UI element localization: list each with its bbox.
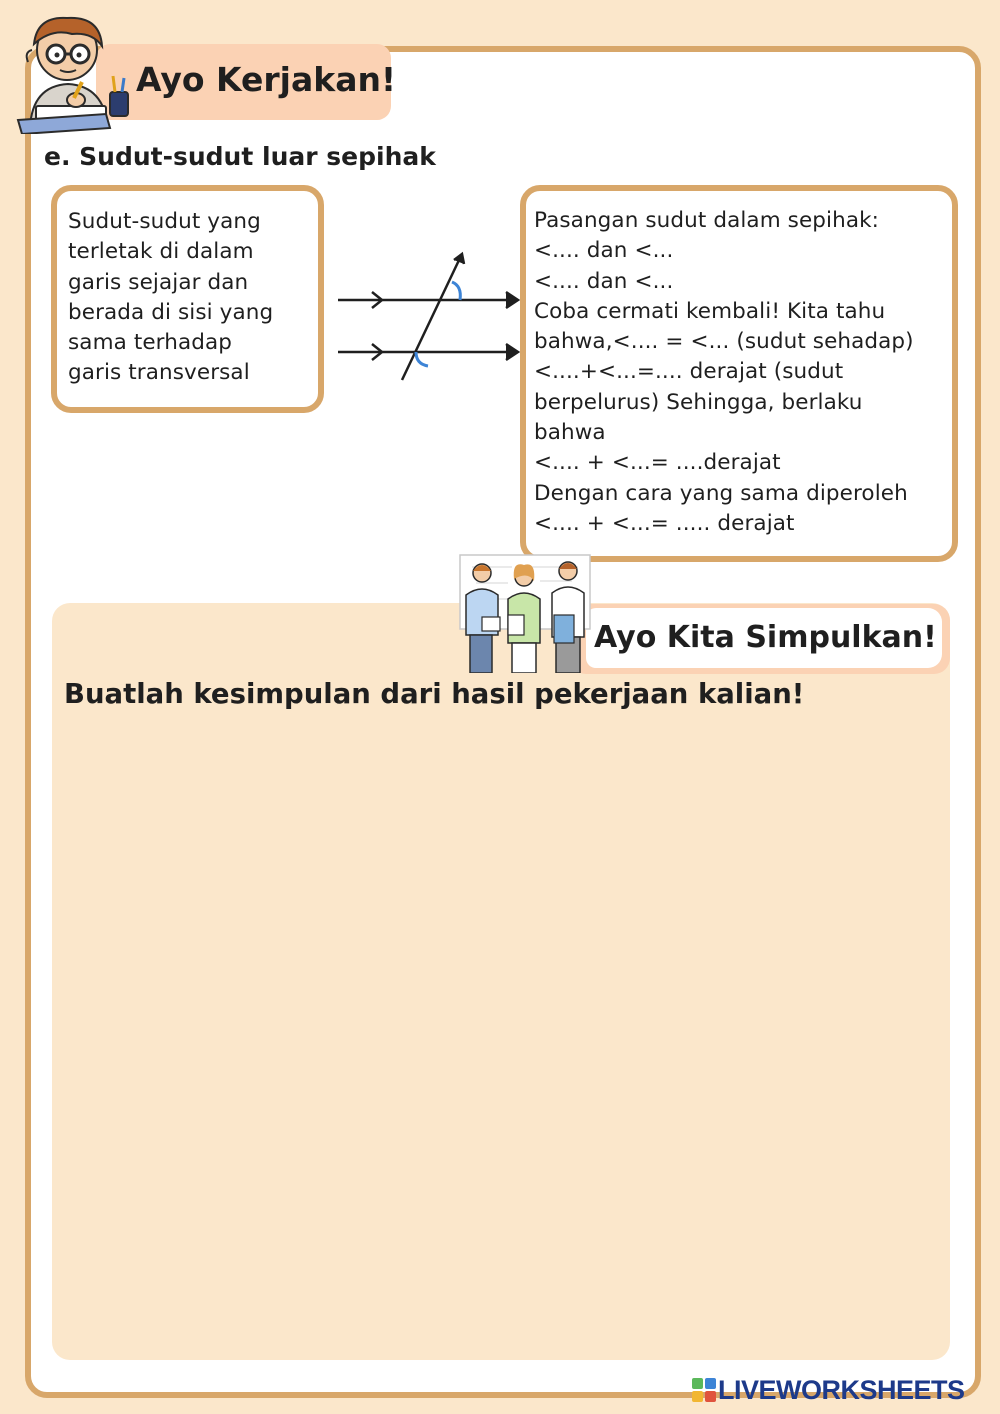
exercise-line: <....+<...=.... derajat (sudut — [534, 359, 844, 385]
exercise-line: Pasangan sudut dalam sepihak: — [534, 208, 880, 233]
page-title: Ayo Kerjakan! — [136, 60, 397, 99]
parallel-lines-diagram — [336, 246, 522, 386]
definition-line: terletak di dalam — [68, 239, 254, 265]
definition-line: sama terhadap — [68, 330, 233, 356]
transversal-line — [402, 254, 464, 380]
students-illustration — [452, 553, 598, 673]
definition-line: garis transversal — [68, 360, 250, 386]
conclusion-instruction: Buatlah kesimpulan dari hasil pekerjaan kalian! — [64, 678, 805, 710]
exercise-line: <.... dan <... — [534, 238, 674, 264]
brand-text: LIVEWORKSHEETS — [718, 1374, 965, 1405]
section-title: e. Sudut-sudut luar sepihak — [44, 142, 436, 171]
definition-line: Sudut-sudut yang — [68, 209, 261, 234]
definition-box — [51, 185, 324, 413]
conclusion-answer-area[interactable] — [52, 603, 950, 1360]
exercise-box — [520, 185, 958, 562]
exercise-line: <.... + <...= ..... derajat — [534, 510, 795, 536]
exercise-line: bahwa,<.... = <... (sudut sehadap) — [534, 329, 914, 355]
exercise-line: <.... dan <... — [534, 268, 674, 294]
angle-arc-top — [452, 282, 460, 300]
exercise-line: Dengan cara yang sama diperoleh — [534, 480, 908, 506]
exercise-line: bahwa — [534, 420, 606, 446]
teacher-illustration — [12, 10, 132, 134]
liveworksheets-logo-icon — [692, 1378, 716, 1402]
conclusion-title: Ayo Kita Simpulkan! — [594, 620, 937, 655]
definition-line: berada di sisi yang — [68, 299, 274, 325]
parallel-line-bottom — [338, 344, 518, 360]
liveworksheets-brand[interactable] — [692, 1373, 965, 1407]
parallel-line-top — [338, 292, 518, 308]
angle-arc-bottom — [416, 352, 428, 366]
exercise-line: berpelurus) Sehingga, berlaku — [534, 389, 863, 415]
exercise-line: <.... + <...= ....derajat — [534, 450, 781, 476]
definition-line: garis sejajar dan — [68, 269, 249, 295]
exercise-line: Coba cermati kembali! Kita tahu — [534, 298, 886, 324]
